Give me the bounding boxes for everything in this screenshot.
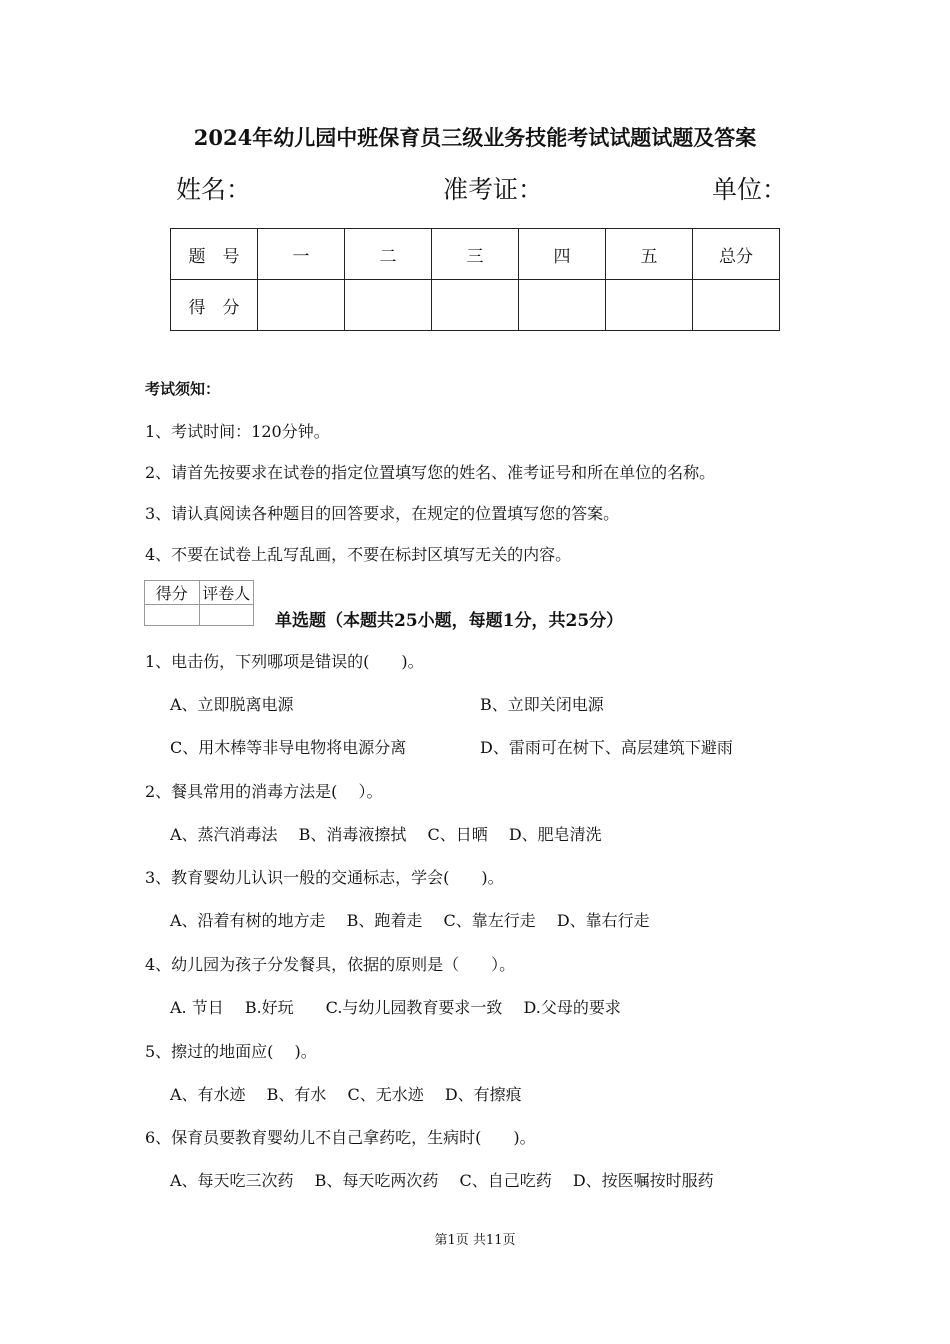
score-cell — [693, 280, 780, 331]
question-text: 5、擦过的地面应( )。 — [145, 1042, 317, 1061]
question-options: A、每天吃三次药 B、每天吃两次药 C、自己吃药 D、按医嘱按时服药 — [170, 1171, 714, 1190]
notice-item: 3、请认真阅读各种题目的回答要求，在规定的位置填写您的答案。 — [145, 504, 620, 523]
score-table-header-cell: 题 号 — [171, 229, 258, 280]
score-cell — [258, 280, 345, 331]
grader-reviewer-cell — [199, 605, 254, 626]
notice-item: 4、不要在试卷上乱写乱画，不要在标封区填写无关的内容。 — [145, 545, 572, 564]
grader-score-label: 得分 — [145, 581, 200, 605]
score-table-header-row — [171, 229, 780, 280]
question-options: A. 节日 B.好玩 C.与幼儿园教育要求一致 D.父母的要求 — [170, 998, 621, 1017]
score-cell — [606, 280, 693, 331]
question-text: 4、幼儿园为孩子分发餐具，依据的原则是（ ）。 — [145, 955, 516, 974]
name-label: 姓名： — [176, 175, 252, 204]
section-title: 单选题（本题共25小题，每题1分，共25分） — [275, 611, 624, 631]
page-footer: 第1页 共11页 — [434, 1233, 516, 1248]
question-option: D、雷雨可在树下、高层建筑下避雨 — [480, 738, 733, 757]
question-options: A、有水迹 B、有水 C、无水迹 D、有擦痕 — [170, 1085, 522, 1104]
grader-reviewer-label: 评卷人 — [199, 581, 254, 605]
score-table — [170, 228, 780, 331]
notice-heading: 考试须知： — [145, 380, 221, 398]
question-option: C、用木棒等非导电物将电源分离 — [170, 738, 407, 757]
grader-box — [144, 580, 254, 626]
score-table-score-row — [171, 280, 780, 331]
page-title: 2024年幼儿园中班保育员三级业务技能考试试题试题及答案 — [193, 125, 757, 150]
score-table-header-cell: 二 — [345, 229, 432, 280]
question-text: 3、教育婴幼儿认识一般的交通标志，学会( )。 — [145, 868, 504, 887]
score-table-header-cell: 三 — [432, 229, 519, 280]
score-row-label: 得 分 — [171, 280, 258, 331]
score-table-header-cell: 四 — [519, 229, 606, 280]
question-text: 1、电击伤，下列哪项是错误的( )。 — [145, 652, 424, 671]
question-text: 6、保育员要教育婴幼儿不自己拿药吃，生病时( )。 — [145, 1128, 536, 1147]
question-text: 2、餐具常用的消毒方法是( ）。 — [145, 782, 383, 801]
notice-item: 2、请首先按要求在试卷的指定位置填写您的姓名、准考证号和所在单位的名称。 — [145, 463, 716, 482]
question-option: A、立即脱离电源 — [170, 695, 294, 714]
score-cell — [432, 280, 519, 331]
score-table-header-cell: 一 — [258, 229, 345, 280]
exam-id-label: 准考证： — [443, 175, 544, 204]
question-option: B、立即关闭电源 — [480, 695, 604, 714]
unit-label: 单位： — [712, 175, 788, 204]
question-options: A、蒸汽消毒法 B、消毒液擦拭 C、日晒 D、肥皂清洗 — [170, 825, 602, 844]
score-table-header-cell: 总分 — [693, 229, 780, 280]
question-options: A、沿着有树的地方走 B、跑着走 C、靠左行走 D、靠右行走 — [170, 911, 650, 930]
score-cell — [345, 280, 432, 331]
grader-score-cell — [145, 605, 200, 626]
score-cell — [519, 280, 606, 331]
notice-item: 1、考试时间：120分钟。 — [145, 422, 330, 441]
score-table-header-cell: 五 — [606, 229, 693, 280]
